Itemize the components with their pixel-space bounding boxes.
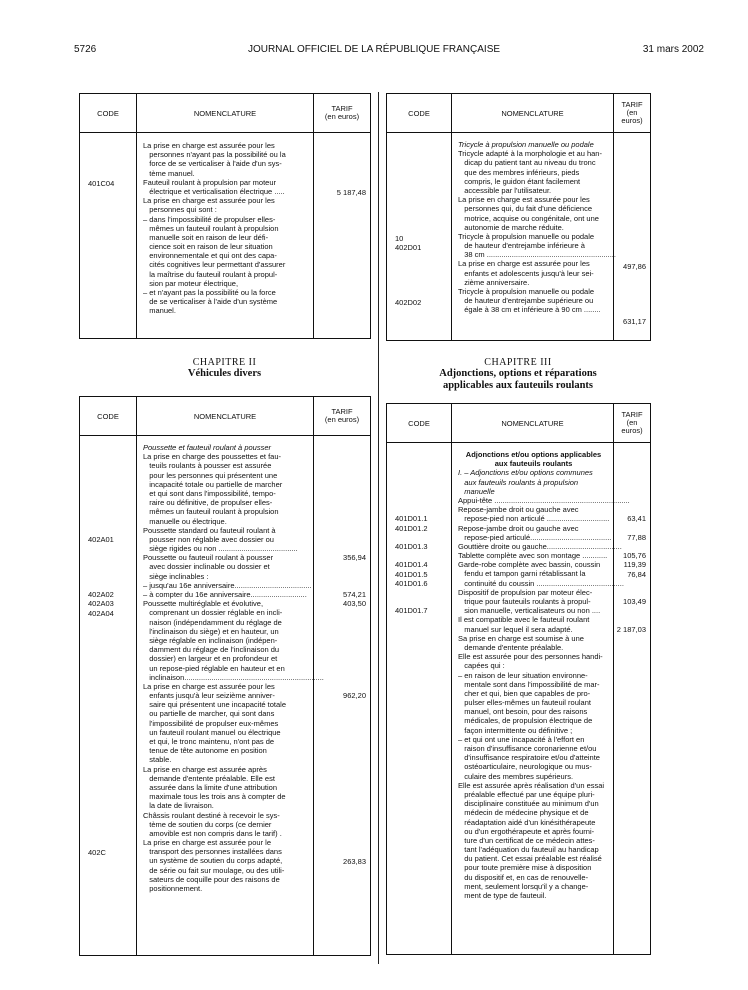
nomenclature-line: Appui-tête .................................................................: [458, 495, 630, 505]
nomenclature-line: stable.: [143, 755, 172, 765]
nomenclature-cell: [452, 443, 630, 955]
nomenclature-line: du patient. Cet essai préalable est réalisé: [458, 854, 602, 864]
nomenclature-line: zième anniversaire.: [458, 277, 530, 287]
col-nomenclature: NOMENCLATURE: [452, 94, 614, 133]
nomenclature-line: compris, le guidon étant facilement: [458, 176, 581, 186]
nomenclature-line: pulser elles-mêmes un fauteuil roulant: [458, 698, 591, 708]
nomenclature-line: sion par moteur électrique,: [143, 278, 239, 288]
nomenclature-line: tenue de tête autonome en position: [143, 746, 267, 756]
nomenclature-line: de hauteur d'entrejambe inférieure à: [458, 241, 585, 251]
col-tarif: TARIF (en euros): [314, 397, 371, 436]
nomenclature-line: Tablette complète avec son montage ............: [458, 551, 608, 561]
nomenclature-line: – dans l'impossibilité de propulser elles-: [143, 214, 276, 224]
nomenclature-line: ture d'un certificat de ce médecin attes-: [458, 835, 595, 845]
chapter-3-title-line2: applicables aux fauteuils roulants: [442, 380, 594, 391]
nomenclature-line: médecin de médecine physique et de: [458, 808, 589, 818]
nomenclature-line: Adjonctions et/ou options applicables: [465, 450, 602, 459]
nomenclature-line: personnes qui, du fait d'une déficience: [458, 204, 593, 214]
nomenclature-line: Tricycle adapté à la morphologie et au han-: [458, 149, 602, 159]
nomenclature-line: un repose-pied réglable en hauteur et en: [143, 663, 285, 673]
nomenclature-line: Elle est assurée pour des personnes handi-: [458, 652, 603, 662]
nomenclature-line: la maîtrise du fauteuil roulant à propul-: [143, 269, 278, 279]
nomenclature-line: assurée dans la limite d'une attribution: [143, 782, 278, 792]
nomenclature-line: personnes qui sont :: [143, 205, 217, 215]
nomenclature-line: – jusqu'au 16e anniversaire.....................................: [143, 580, 312, 590]
nomenclature-line: – à compter du 16e anniversaire...........................: [143, 590, 307, 599]
nomenclature-line: raire ou définitive, de propulser elles-: [143, 498, 273, 508]
nomenclature-line: incapacité totale ou partielle de marcher: [143, 479, 283, 489]
code-cell: 401D01.1 401D01.2 401D01.3 401D01.4 401D01.5 401D01.6 401D01.7: [387, 443, 452, 955]
nomenclature-line: – et qui ont une incapacité à l'effort en: [458, 734, 585, 744]
nomenclature-line: La prise en charge des poussettes et fau-: [143, 452, 282, 462]
col-tarif: TARIF (en euros): [614, 94, 651, 133]
nomenclature-line: manuelle: [458, 486, 495, 496]
chapter-3-title-line1: Adjonctions, options et réparations: [439, 368, 597, 379]
nomenclature-line: un fauteuil roulant manuel ou électrique: [143, 727, 281, 737]
nomenclature-line: disciplinaire constituée au minimum d'un: [458, 799, 599, 809]
chapter-3-heading: [386, 357, 650, 392]
nomenclature-line: et qui, le tronc maintenu, n'ont pas de: [143, 737, 275, 746]
nomenclature-line: tème manuel.: [143, 168, 195, 178]
nomenclature-line: transport des personnes installées dans: [143, 847, 282, 857]
nomenclature-line: sateurs de coquille pour des raisons de: [143, 874, 280, 884]
nomenclature-line: Elle est assurée après réalisation d'un essai: [458, 780, 605, 790]
nomenclature-line: force de se verticaliser à l'aide d'un sys-: [143, 159, 282, 169]
nomenclature-line: mêmes un fauteuil roulant à propulsion: [143, 223, 279, 233]
nomenclature-line: personnes n'ayant pas la possibilité ou la: [143, 150, 286, 160]
nomenclature-line: l'inclinaison du siège) et en hauteur, un: [143, 626, 279, 636]
nomenclature-line: de hauteur d'entrejambe supérieure ou: [458, 296, 594, 306]
nomenclature-line: Fauteuil roulant à propulsion par moteur: [143, 177, 276, 187]
nomenclature-line: dossier) en largeur et en profondeur et: [143, 654, 278, 664]
nomenclature-line: cher et qui, bien que capables de pro-: [458, 688, 591, 698]
nomenclature-line: – en raison de leur situation environne-: [458, 670, 588, 680]
nomenclature-line: enfants et adolescents jusqu'à leur sei-: [458, 268, 594, 278]
col-tarif: TARIF (en euros): [314, 94, 371, 133]
nomenclature-line: repose-pied non articulé ..............................: [458, 514, 610, 524]
issue-date: 31 mars 2002: [642, 44, 704, 55]
nomenclature-line: ment, seulement lorsqu'il y a change-: [458, 881, 589, 891]
nomenclature-line: sion manuelle, verticalisateurs ou non ....: [458, 606, 601, 616]
nomenclature-line: réadaptation aidé d'un kinésithérapeute: [458, 817, 596, 827]
nomenclature-line: Garde-robe complète avec bassin, coussin: [458, 560, 601, 570]
nomenclature-line: préalable effectué par une équipe pluri-: [458, 789, 595, 799]
nomenclature-line: amovible est non compris dans le tarif) .: [143, 828, 282, 838]
nomenclature-line: électrique et verticalisation électrique .....: [143, 186, 285, 196]
chapter-3-number: CHAPITRE III: [484, 357, 552, 368]
nomenclature-line: manuelle ou électrique.: [143, 516, 227, 526]
nomenclature-line: d'insuffisance respiratoire et/ou d'atteinte: [458, 753, 600, 763]
nomenclature-line: Il est compatible avec le fauteuil roulant: [458, 615, 590, 625]
nomenclature-line: continuité du coussin ..........................................: [458, 578, 624, 588]
col-code: CODE: [80, 397, 137, 436]
nomenclature-line: cience soit en raison de leur situation: [143, 242, 273, 252]
tarif-cell: 497,86 631,17: [614, 133, 651, 341]
nomenclature-line: façon intermittente ou définitive ;: [458, 725, 573, 735]
nomenclature-line: et qui sont dans l'impossibilité, tempo-: [143, 488, 276, 498]
nomenclature-line: mêmes un fauteuil roulant à propulsion: [143, 507, 279, 517]
column-divider: [378, 92, 379, 964]
table-adjonctions: [386, 403, 651, 955]
nomenclature-line: aux fauteuils roulants: [494, 459, 573, 469]
nomenclature-line: naison (indépendamment du réglage de: [143, 617, 282, 627]
nomenclature-line: maximale tous les trois ans à compter de: [143, 792, 286, 802]
nomenclature-line: pousser non réglable avec dossier ou: [143, 534, 274, 544]
nomenclature-line: cités cognitives leur permettant d'assurer: [143, 260, 286, 270]
nomenclature-line: autonomie de marche réduite.: [458, 222, 564, 232]
nomenclature-line: aux fauteuils roulants à propulsion: [458, 477, 579, 487]
nomenclature-line: Dispositif de propulsion par moteur élec-: [458, 587, 593, 597]
nomenclature-line: fendu et tampon garni rétablissant la: [458, 569, 586, 579]
nomenclature-line: manuel, ont besoin, pour des raisons: [458, 707, 588, 717]
nomenclature-line: ment de type de fauteuil.: [458, 891, 547, 900]
nomenclature-line: Tricycle à propulsion manuelle ou podale: [458, 287, 595, 296]
nomenclature-line: La prise en charge est assurée pour les: [143, 196, 275, 206]
col-code: CODE: [80, 94, 137, 133]
nomenclature-line: – et n'ayant pas la possibilité ou la force: [143, 288, 276, 297]
nomenclature-line: manuel.: [143, 306, 176, 316]
nomenclature-line: La prise en charge est assurée pour les: [143, 141, 275, 150]
col-code: CODE: [387, 94, 452, 133]
nomenclature-line: dicap du patient tant au niveau du tronc: [458, 158, 596, 168]
journal-title: JOURNAL OFFICIEL DE LA RÉPUBLIQUE FRANÇAISE: [247, 44, 501, 55]
nomenclature-line: Poussette multiréglable et évolutive,: [143, 599, 264, 609]
nomenclature-line: tème de soutien du corps (ce dernier: [143, 819, 272, 829]
nomenclature-line: La prise en charge est assurée pour les: [143, 681, 275, 691]
nomenclature-line: raison d'insuffisance coronarienne et/ou: [458, 744, 597, 753]
nomenclature-line: Poussette ou fauteuil roulant à pousser: [143, 553, 274, 563]
nomenclature-cell: [137, 133, 314, 339]
nomenclature-line: Sa prise en charge est soumise à une: [458, 633, 584, 643]
nomenclature-line: Tricycle à propulsion manuelle ou podale: [458, 140, 594, 149]
page-number: 5726: [74, 44, 97, 55]
col-code: CODE: [387, 404, 452, 443]
nomenclature-line: que des membres inférieurs, pieds: [458, 167, 580, 177]
nomenclature-line: manuel sur lequel il sera adapté.: [458, 624, 573, 634]
nomenclature-line: Repose-jambe droit ou gauche avec: [458, 505, 579, 515]
nomenclature-line: ou partielle de marcher, qui sont dans: [143, 709, 275, 719]
col-nomenclature: NOMENCLATURE: [137, 397, 314, 436]
nomenclature-line: enfants jusqu'à leur seizième anniver-: [143, 691, 275, 701]
code-cell: 402A01 402A02 402A03 402A04 402C: [80, 436, 137, 956]
tarif-cell: 63,41 77,88 105,76 119,39 76,84 103,49 2 187,03: [614, 443, 651, 955]
nomenclature-line: inclinaison...................................................................: [143, 672, 324, 682]
nomenclature-line: la date de livraison.: [143, 801, 214, 811]
nomenclature-line: repose-pied articulé.......................................: [458, 532, 612, 542]
nomenclature-line: un système de soutien du corps adapté,: [143, 856, 283, 866]
col-tarif: TARIF (en euros): [614, 404, 651, 443]
nomenclature-line: demande d'entente préalable.: [458, 642, 564, 652]
nomenclature-line: Poussette standard ou fauteuil roulant à: [143, 525, 276, 535]
nomenclature-line: Tricycle à propulsion manuelle ou podale: [458, 231, 595, 241]
nomenclature-line: I. – Adjonctions et/ou options communes: [458, 468, 593, 478]
nomenclature-line: teuils roulants à pousser est assurée: [143, 461, 272, 471]
nomenclature-line: du dispositif et, en cas de renouvelle-: [458, 872, 589, 882]
nomenclature-line: tant l'adéquation du fauteuil au handicap: [458, 845, 599, 855]
nomenclature-line: positionnement.: [143, 884, 203, 893]
nomenclature-line: 38 cm ..............................................................: [458, 250, 616, 260]
nomenclature-line: saire qui présentent une incapacité totale: [143, 700, 287, 710]
nomenclature-line: demande d'entente préalable. Elle est: [143, 773, 275, 783]
col-nomenclature: NOMENCLATURE: [137, 94, 314, 133]
nomenclature-line: damment du réglage de l'inclinaison du: [143, 645, 280, 655]
nomenclature-line: culaire des membres supérieurs.: [458, 771, 574, 781]
chapter-2-title: Véhicules divers: [187, 368, 262, 379]
nomenclature-line: pour les personnes qui présentent une: [143, 470, 278, 480]
nomenclature-line: mentale sont dans l'impossibilité de mar-: [458, 679, 600, 689]
nomenclature-line: La prise en charge est assurée pour les: [458, 259, 590, 269]
chapter-2-heading: [79, 357, 370, 380]
nomenclature-line: La prise en charge est assurée pour les: [458, 195, 590, 205]
nomenclature-line: siège inclinables :: [143, 571, 209, 581]
nomenclature-line: siège rigides ou non ......................................: [143, 544, 298, 554]
nomenclature-line: siège réglable en inclinaison (indépen-: [143, 635, 278, 645]
col-nomenclature: NOMENCLATURE: [452, 404, 614, 443]
nomenclature-line: manuelle soit en raison de leur défi-: [143, 232, 269, 242]
chapter-2-number: CHAPITRE II: [192, 357, 257, 368]
nomenclature-line: accessible par l'utilisateur.: [458, 185, 552, 195]
nomenclature-line: La prise en charge est assurée après: [143, 764, 267, 774]
code-cell: 401C04: [80, 133, 137, 339]
nomenclature-line: pour toute première mise à disposition: [458, 863, 592, 873]
nomenclature-line: capées qui :: [458, 661, 505, 671]
tarif-cell: 356,94 574,21 403,50 962,20 263,83: [314, 436, 371, 956]
tarif-cell: 5 187,48: [314, 133, 371, 339]
table-fauteuil-verticalisation: [79, 93, 371, 339]
nomenclature-line: La prise en charge est assurée pour le: [143, 838, 271, 848]
nomenclature-cell: [137, 436, 324, 956]
nomenclature-line: Gouttière droite ou gauche....................................: [458, 541, 622, 551]
nomenclature-line: de série ou fait sur moulage, ou des utili-: [143, 865, 285, 875]
nomenclature-line: Poussette et fauteuil roulant à pousser: [143, 443, 271, 452]
table-tricycle: [386, 93, 651, 341]
nomenclature-cell: [452, 133, 614, 341]
nomenclature-line: ou d'un ergothérapeute et après fourni-: [458, 826, 595, 836]
nomenclature-line: de se verticaliser à l'aide d'un système: [143, 297, 278, 307]
code-cell: 10 402D01 402D02: [387, 133, 452, 341]
nomenclature-line: égale à 38 cm et inférieure à 90 cm ........: [458, 305, 601, 315]
nomenclature-line: trique pour fauteuils roulants à propul-: [458, 597, 591, 606]
nomenclature-line: ostéoarticulaire, neurologique ou mus-: [458, 762, 592, 772]
nomenclature-line: avec dossier inclinable ou dossier et: [143, 562, 270, 572]
nomenclature-line: Repose-jambe droit ou gauche avec: [458, 523, 579, 533]
nomenclature-line: environnementale et qui ont des capa-: [143, 251, 277, 261]
table-poussettes: [79, 396, 371, 956]
nomenclature-line: médicales, de propulsion électrique de: [458, 716, 593, 726]
nomenclature-line: Châssis roulant destiné à recevoir le sys-: [143, 810, 280, 820]
nomenclature-line: l'impossibilité de propulser eux-mêmes: [143, 718, 279, 728]
nomenclature-line: motrice, acquise ou congénitale, ont une: [458, 213, 599, 223]
nomenclature-line: comprenant un dossier réglable en incli-: [143, 608, 283, 618]
